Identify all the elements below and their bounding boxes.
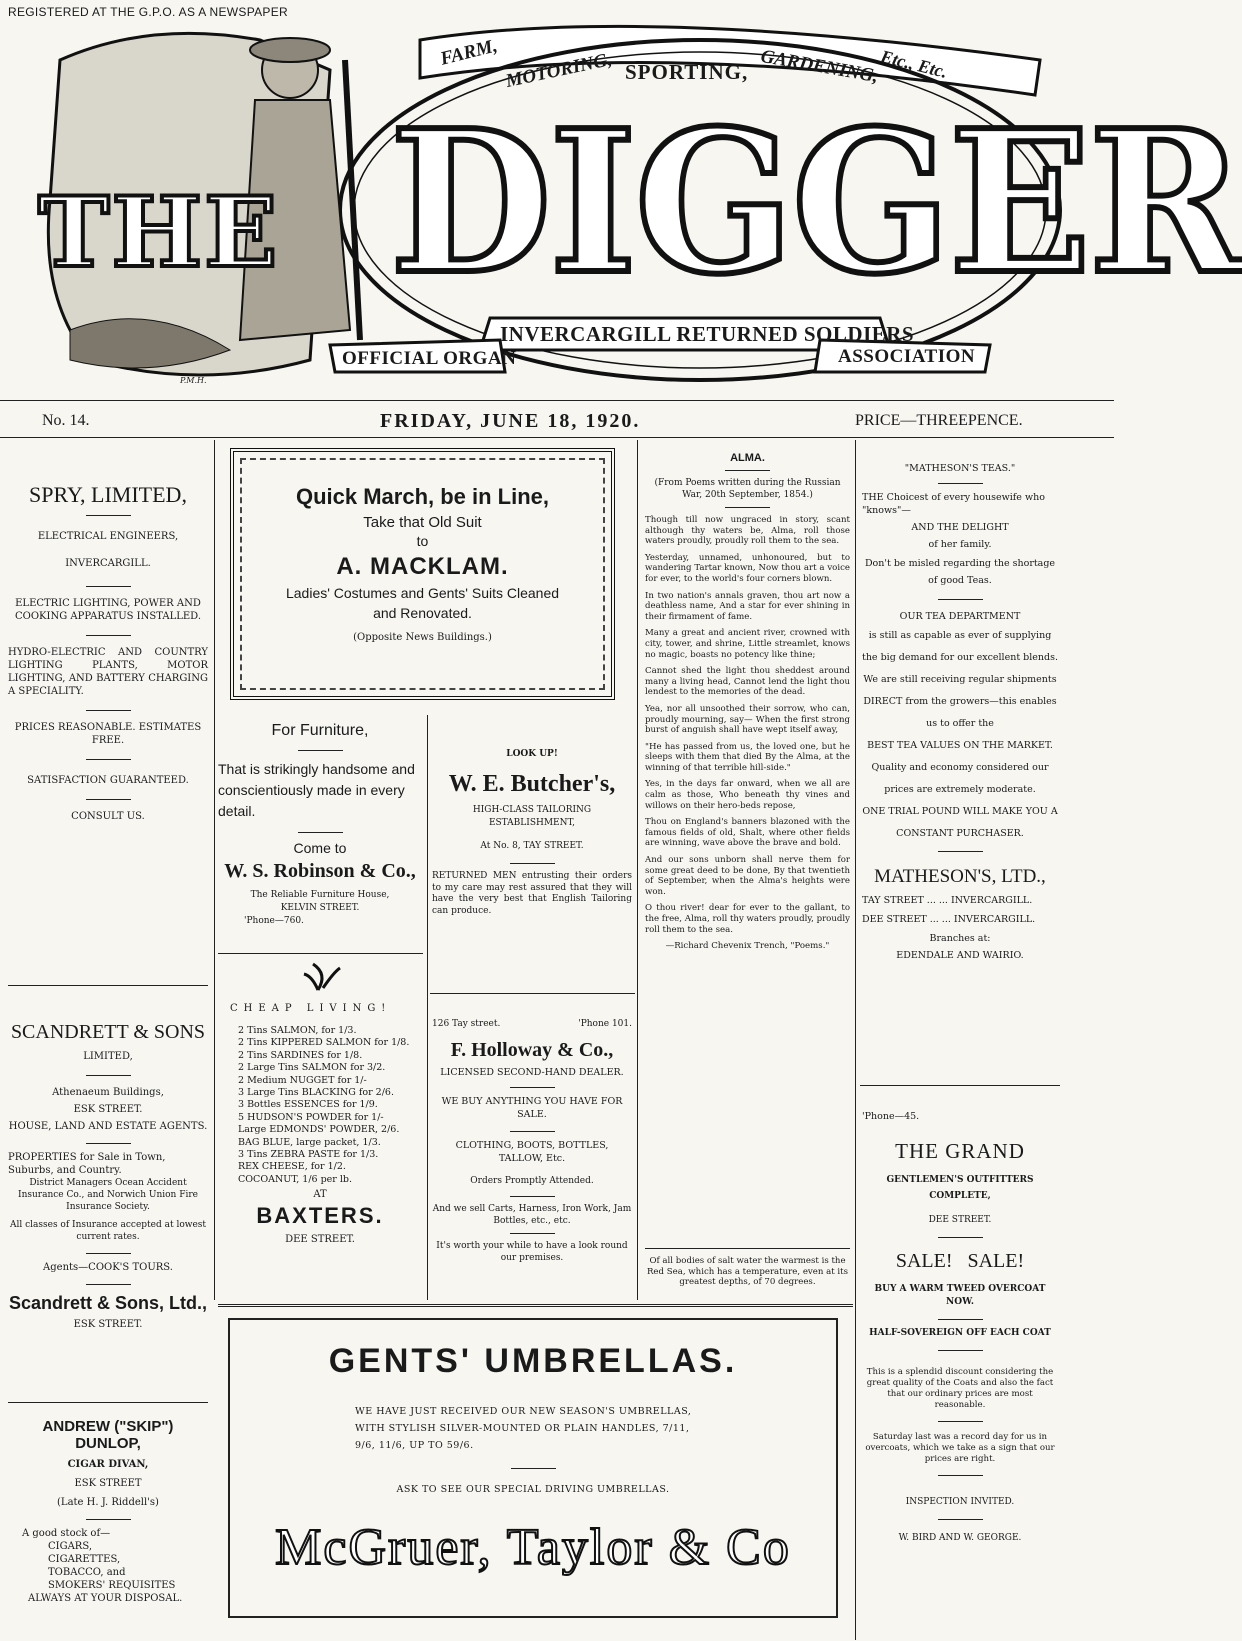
poem-note: (From Poems written during the Russian War, 20th September, 1854.) — [654, 478, 841, 500]
baxters-item: 2 Tins KIPPERED SALMON for 1/8. — [238, 1037, 410, 1049]
organ-line: INVERCARGILL RETURNED SOLDIERS — [500, 322, 915, 346]
robinson-head: For Furniture, — [271, 722, 369, 739]
poem-title: ALMA. — [730, 452, 765, 464]
matheson-l1: THE Choicest of every housewife who "knows"— — [862, 492, 1045, 516]
poem-stanza: Cannot shed the light thou sheddest around many a living head, Cannot lend the light thou lendest to the memories of the dead. — [645, 666, 850, 698]
matheson-addr1: TAY STREET ... ... INVERCARGILL. — [862, 895, 1033, 906]
poem-stanza: O thou river! dear for ever to the gallant, to the free, Alma, roll thy waters proudly, proudly roll them to the sea. — [645, 903, 850, 935]
holloway-addr: 126 Tay street. — [432, 1019, 501, 1029]
holloway-items: CLOTHING, BOOTS, BOTTLES, TALLOW, Etc. — [455, 1140, 609, 1164]
grand-buy: BUY A WARM TWEED OVERCOAT NOW. — [874, 1284, 1046, 1307]
spry-line3: PRICES REASONABLE. ESTIMATES FREE. — [14, 722, 202, 746]
macklam-name: A. MACKLAM. — [336, 553, 509, 580]
baxters-head: CHEAP LIVING! — [230, 1003, 392, 1014]
butcher-body: RETURNED MEN entrusting their orders to my care may rest assured that they will have the very best that English Tailoring can produce. — [432, 871, 632, 916]
dunlop-always: ALWAYS AT YOUR DISPOSAL. — [28, 1593, 183, 1604]
scandrett-ltd: LIMITED, — [83, 1051, 133, 1062]
robinson-sub: The Reliable Furniture House, — [250, 890, 390, 900]
macklam-line2: Take that Old Suit — [363, 514, 482, 531]
artist-signature: P.M.H. — [180, 376, 207, 385]
dunlop-street: ESK STREET — [74, 1478, 142, 1489]
dunlop-item: CIGARETTES, — [48, 1554, 121, 1565]
ad-macklam — [230, 448, 615, 700]
matheson-addr2: DEE STREET ... ... INVERCARGILL. — [862, 914, 1036, 925]
baxters-item: Large EDMONDS' POWDER, 2/6. — [238, 1124, 400, 1136]
matheson-l2: AND THE DELIGHT — [911, 522, 1009, 533]
ad-grand — [862, 1110, 1058, 1545]
robinson-name: W. S. Robinson & Co., — [224, 860, 416, 882]
association: ASSOCIATION — [838, 346, 976, 367]
umbrellas-line4: ASK TO SEE OUR SPECIAL DRIVING UMBRELLAS. — [396, 1484, 670, 1495]
banner-gardening: GARDENING, — [759, 45, 880, 88]
baxters-name: BAXTERS. — [256, 1203, 384, 1229]
robinson-street: KELVIN STREET. — [280, 903, 360, 913]
issue-number: No. 14. — [42, 412, 90, 429]
matheson-branches: Branches at: — [929, 933, 991, 944]
ad-dunlop — [8, 1418, 208, 1605]
dunlop-item: TOBACCO, and — [48, 1567, 126, 1578]
baxters-item: REX CHEESE, for 1/2. — [238, 1161, 346, 1173]
matheson-l6: We are still receiving regular shipments DIRECT from the growers—this enables us to offer the — [863, 674, 1057, 729]
scandrett-classes: All classes of Insurance accepted at lowest current rates. — [9, 1220, 207, 1242]
scandrett-cook: Agents—COOK'S TOURS. — [43, 1262, 173, 1273]
baxters-item: 3 Bottles ESSENCES for 1/9. — [238, 1099, 378, 1111]
matheson-l7: BEST TEA VALUES ON THE MARKET. — [867, 740, 1053, 751]
butcher-addr: At No. 8, TAY STREET. — [480, 841, 584, 851]
butcher-look: LOOK UP! — [506, 749, 558, 759]
dunlop-stock: A good stock of— — [22, 1528, 111, 1539]
spry-name: SPRY, LIMITED, — [29, 482, 187, 507]
ad-matheson — [862, 462, 1058, 962]
umbrellas-line3: 9/6, 11/6, UP TO 59/6. — [355, 1440, 474, 1451]
baxters-item: 2 Tins SALMON, for 1/3. — [238, 1025, 357, 1036]
butcher-name: W. E. Butcher's, — [448, 771, 616, 797]
butcher-trade: HIGH-CLASS TAILORING ESTABLISHMENT, — [472, 805, 592, 828]
grand-name: THE GRAND — [895, 1139, 1025, 1163]
poem-stanza: Though till now ungraced in story, scant although thy waters be, Alma, roll those waters proudly, proudly roll them to the sea. — [645, 515, 850, 547]
matheson-l3: of her family. — [928, 539, 992, 550]
banner-sporting: SPORTING, — [625, 60, 749, 84]
poem-stanza: "He has passed from us, the loved one, but he sleeps with them that died By the Alma, at the winning of that terrible hill-side." — [645, 741, 850, 773]
scandrett-agents: HOUSE, LAND AND ESTATE AGENTS. — [8, 1121, 208, 1132]
baxters-street: DEE STREET. — [285, 1234, 355, 1246]
baxters-item: 5 HUDSON'S POWDER for 1/- — [238, 1111, 384, 1123]
banner-farm: FARM, — [438, 35, 500, 70]
banner-etc: Etc., Etc. — [878, 46, 950, 82]
matheson-name: MATHESON'S, LTD., — [874, 866, 1046, 887]
poem-alma — [645, 452, 850, 951]
red-sea-fact: Of all bodies of salt water the warmest is the Red Sea, which has a temperature, even at its greatest depths, of 70 degrees. — [646, 1256, 849, 1288]
umbrellas-line2: WITH STYLISH SILVER-MOUNTED OR PLAIN HANDLES, 7/11, — [355, 1423, 690, 1434]
macklam-line1: Quick March, be in Line, — [295, 484, 550, 509]
issue-price: PRICE—THREEPENCE. — [855, 412, 1023, 429]
baxters-item: 2 Medium NUGGET for 1/- — [238, 1074, 367, 1086]
umbrellas-name: McGruer, Taylor & Co — [275, 1519, 791, 1576]
baxters-item: BAG BLUE, large packet, 1/3. — [238, 1136, 381, 1148]
dunlop-trade: CIGAR DIVAN, — [67, 1459, 149, 1470]
baxters-item: 3 Large Tins BLACKING for 2/6. — [238, 1087, 394, 1099]
poem-stanza: And our sons unborn shall nerve them for some great deed to be done, By that twentieth of September, when the Alma's heights were won. — [645, 855, 850, 897]
matheson-title: "MATHESON'S TEAS." — [904, 463, 1016, 474]
grand-invite: INSPECTION INVITED. — [905, 1497, 1015, 1507]
scandrett-addr2: ESK STREET. — [73, 1104, 143, 1115]
grand-phone: 'Phone—45. — [862, 1111, 920, 1122]
grand-street: DEE STREET. — [928, 1215, 992, 1225]
spry-town: INVERCARGILL. — [65, 558, 151, 569]
title-the: THE — [38, 176, 280, 289]
scandrett-addr1: Athenaeum Buildings, — [52, 1087, 164, 1098]
ad-holloway — [432, 1018, 632, 1264]
ad-baxters — [218, 960, 422, 1246]
baxters-item: 2 Large Tins SALMON for 3/2. — [238, 1062, 386, 1074]
grand-para1: This is a splendid discount considering the great quality of the Coats and also the fact that our ordinary prices are most reasonable. — [866, 1367, 1054, 1410]
official-organ: OFFICIAL ORGAN — [342, 348, 517, 369]
baxters-item: 2 Tins SARDINES for 1/8. — [238, 1049, 363, 1061]
grand-names: W. BIRD AND W. GEORGE. — [898, 1533, 1022, 1543]
grand-half: HALF-SOVEREIGN OFF EACH COAT — [869, 1328, 1051, 1338]
issue-date: FRIDAY, JUNE 18, 1920. — [380, 410, 641, 432]
matheson-dept: OUR TEA DEPARTMENT — [899, 611, 1021, 622]
ad-scandrett — [8, 1020, 208, 1331]
holloway-phone: 'Phone 101. — [578, 1019, 632, 1029]
grand-sale: SALE! SALE! — [895, 1250, 1025, 1272]
dunlop-item: SMOKERS' REQUISITES — [48, 1580, 176, 1591]
dunlop-name: ANDREW ("SKIP") DUNLOP, — [42, 1418, 174, 1452]
poem-stanza: Thou on England's banners blazoned with the famous fields of old, Shalt, where other fields are winning, wave above the brave and bold. — [645, 817, 850, 849]
registration-notice: REGISTERED AT THE G.P.O. AS A NEWSPAPER — [8, 5, 289, 19]
umbrellas-line1: WE HAVE JUST RECEIVED OUR NEW SEASON'S UMBRELLAS, — [355, 1406, 692, 1417]
poem-stanza: Yes, in the days far onward, when we all are calm as those, Who beneath thy vines and willows on their hero-beds repose, — [645, 779, 850, 811]
scandrett-props: PROPERTIES for Sale in Town, Suburbs, and Country. — [8, 1152, 166, 1176]
umbrellas-head: GENTS' UMBRELLAS. — [328, 1342, 738, 1380]
poem-stanza: Many a great and ancient river, crowned with city, tower, and shrine, Little streamlet, knows no magic, boasts no potency like thine; — [645, 628, 850, 660]
ad-robinson — [218, 722, 422, 928]
poem-stanza: Yesterday, unnamed, unhonoured, but to wandering Tartar known, Now thou art a voice for ever, to the world's four corners blown. — [645, 552, 850, 584]
scandrett-big-name: Scandrett & Sons, Ltd., — [8, 1293, 208, 1313]
banner-motoring: MOTORING, — [503, 49, 614, 92]
spry-trade: ELECTRICAL ENGINEERS, — [37, 531, 179, 542]
matheson-l9: ONE TRIAL POUND WILL MAKE YOU A CONSTANT PURCHASER. — [862, 806, 1058, 839]
grand-trade: GENTLEMEN'S OUTFITTERS COMPLETE, — [886, 1175, 1034, 1201]
baxters-at: AT — [313, 1189, 327, 1201]
ad-spry — [8, 482, 208, 823]
holloway-trade: LICENSED SECOND-HAND DEALER. — [440, 1067, 624, 1078]
spry-line5: CONSULT US. — [71, 811, 145, 822]
title-digger: DIGGER — [390, 88, 1242, 318]
baxters-item: 3 Tins ZEBRA PASTE for 1/3. — [238, 1149, 379, 1161]
holloway-sell: And we sell Carts, Harness, Iron Work, Jam Bottles, etc., etc. — [432, 1204, 632, 1226]
scandrett-name: SCANDRETT & SONS — [10, 1021, 206, 1043]
poem-credit: —Richard Chevenix Trench, "Poems." — [665, 941, 830, 952]
ad-butcher — [432, 748, 632, 917]
dunlop-late: (Late H. J. Riddell's) — [57, 1497, 159, 1508]
spry-line2: HYDRO-ELECTRIC AND COUNTRY LIGHTING PLANTS, MOTOR LIGHTING, AND BATTERY CHARGING A SPECIALITY. — [8, 647, 208, 697]
spry-line1: ELECTRIC LIGHTING, POWER AND COOKING APPARATUS INSTALLED. — [14, 598, 201, 622]
matheson-l4: Don't be misled regarding the shortage of good Teas. — [864, 558, 1056, 586]
macklam-line6: and Renovated. — [373, 605, 472, 621]
robinson-come: Come to — [293, 840, 347, 856]
grand-para2: Saturday last was a record day for us in overcoats, which we take as a sign that our prices are right. — [865, 1432, 1055, 1464]
leaf-ornament-icon — [218, 960, 422, 994]
scandrett-street: ESK STREET. — [73, 1319, 143, 1330]
matheson-places: EDENDALE AND WAIRIO. — [896, 950, 1024, 961]
poem-stanza: Yea, nor all unsoothed their sorrow, who can, proudly mourning, say— When the first strong burst of anguish shall have wept itself away, — [645, 703, 850, 736]
holloway-worth: It's worth your while to have a look round our premises. — [436, 1241, 628, 1263]
baxters-item: COCOANUT, 1/6 per lb. — [238, 1173, 352, 1185]
robinson-body: That is strikingly handsome and conscientiously made in every detail. — [218, 761, 415, 819]
holloway-orders: Orders Promptly Attended. — [470, 1176, 594, 1186]
holloway-buy: WE BUY ANYTHING YOU HAVE FOR SALE. — [441, 1096, 623, 1120]
matheson-l5: is still as capable as ever of supplying the big demand for our excellent blends. — [862, 630, 1059, 663]
macklam-line7: (Opposite News Buildings.) — [353, 632, 492, 643]
macklam-line3: to — [416, 533, 429, 549]
spry-line4: SATISFACTION GUARANTEED. — [27, 775, 189, 786]
dunlop-item: CIGARS, — [48, 1541, 93, 1552]
macklam-line5: Ladies' Costumes and Gents' Suits Cleaned — [285, 585, 560, 601]
ad-umbrellas — [228, 1318, 838, 1618]
scandrett-district: District Managers Ocean Accident Insurance Co., and Norwich Union Fire Insurance Society. — [18, 1178, 198, 1212]
holloway-name: F. Holloway & Co., — [450, 1039, 614, 1061]
poem-stanza: In two nation's annals graven, thou art now a deathless name, And a star for ever shining in their firmament of fame. — [645, 590, 850, 622]
matheson-l8: Quality and economy considered our prices are extremely moderate. — [871, 762, 1049, 795]
robinson-phone: 'Phone—760. — [244, 916, 304, 926]
